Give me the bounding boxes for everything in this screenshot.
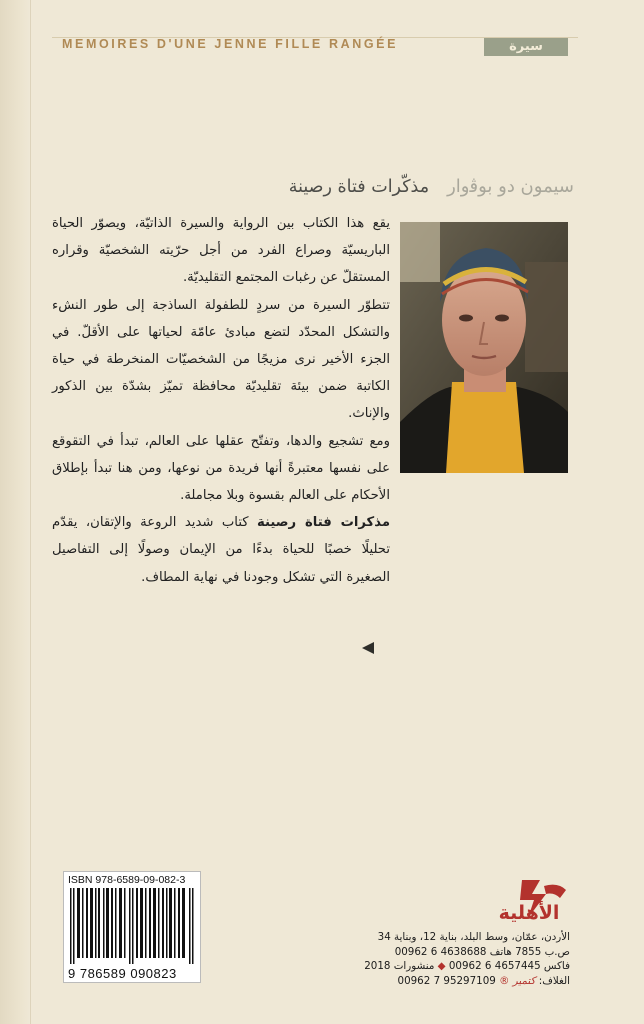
blurb-title-mention: مذكرات فتاة رصينة (257, 515, 390, 531)
publisher-address: الأردن، عمّان، وسط البلد، بناية 12، وبناية 34 (377, 931, 570, 943)
publisher-edition: منشورات 2018 (364, 960, 435, 973)
book-title: مذكّرات فتاة رصينة (288, 177, 430, 197)
blurb-paragraph-3: ومع تشجيع والدها، وتفتّح عقلها على العالم، تبدأ في التقوقع على نفسها معتبرةً أنها فريدة من نوعها، ومن هنا تبدأ بإطلاق الأحكام على العالم بقسوة وبلا مجاملة. (52, 433, 390, 504)
publisher-info (360, 930, 570, 988)
portrait-image (400, 222, 568, 473)
diamond-icon: ◆ (437, 960, 446, 973)
series-badge: سيرة (484, 38, 568, 56)
author-name: سيمون دو بوﭬوار (447, 176, 574, 197)
blurb-paragraph-4-text: كتاب شديد الروعة والإتقان، يقدّم تحليلًا خصبًا للحياة بدءًا من الإيمان وصولًا إلى التفاصيل الصغيرة التي تشكل وجودنا في نهاية المطاف. (52, 515, 390, 585)
isbn-label: ISBN 978-6589-09-082-3 (68, 874, 186, 886)
blurb-paragraph-2: تتطوّر السيرة من سردٍ للطفولة الساذجة إلى طور النشء والتشكل المحدّد لتضع مبادئ عامّة لحياتها على الأقلّ. في الجزء الأخير نرى مزيجًا من الشخصيّات المنخرطة في حياة الكاتبة ضمن بيئة تقليديّة محافظة تميّز بشدّة بين الذكور والإناث. (52, 297, 390, 422)
cover-label: الغلاف: (538, 974, 570, 987)
barcode-bars (70, 888, 194, 964)
publisher-fax: فاكس 4657445 6 00962 (448, 960, 570, 973)
cover-designer-signature: ﮐﺘﻤﻴﺮ (512, 974, 536, 987)
isbn-barcode (63, 871, 201, 983)
blurb-paragraph-1: يقع هذا الكتاب بين الرواية والسيرة الذاتيّة، ويصوّر الحياة الباريسيّة وصراع الفرد من أجل حرّيته الشخصيّة وقراره المستقلّ عن رغبات المجتمع التقليديّة. (52, 216, 390, 286)
cover-phone: 95297109 7 00962 (397, 974, 496, 987)
blurb-paragraph-4 (52, 509, 390, 591)
publisher-fax-line (360, 959, 570, 974)
book-spine-edge (0, 0, 31, 1024)
publisher-pobox: ص.ب 7855 هاتف 4638688 6 00962 (394, 945, 570, 958)
publisher-cover-line (360, 974, 570, 989)
title-line (214, 176, 574, 208)
triangle-arrow-icon (362, 642, 374, 654)
registered-icon: ® (499, 974, 510, 987)
author-photo (400, 222, 568, 473)
publisher-logo (488, 876, 570, 926)
series-french-title: MEMOIRES D'UNE JENNE FILLE RANGÉE (62, 37, 399, 51)
blurb-text (52, 210, 390, 591)
isbn-digits: 9 786589 090823 (68, 966, 177, 981)
publisher-logo-text: الأهلية (498, 902, 560, 924)
